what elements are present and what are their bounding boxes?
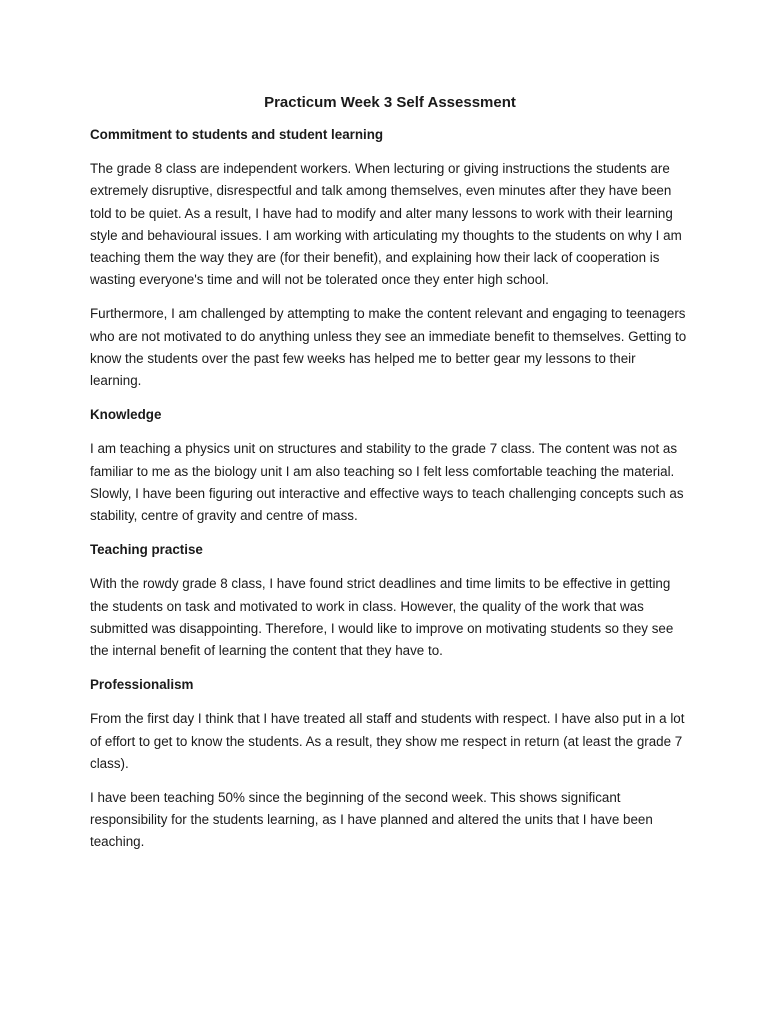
section-heading-commitment: Commitment to students and student learning <box>90 127 384 142</box>
section-heading-teaching-practise: Teaching practise <box>90 542 203 558</box>
section-heading-knowledge: Knowledge <box>90 407 162 423</box>
paragraph-professionalism-1: From the first day I think that I have treated all staff and students with respect. I have also put in a lot of effort to get to know the students. As a result, they show me respect in return (at least the grade 7 class). <box>90 711 685 771</box>
paragraph-knowledge-1: I am teaching a physics unit on structures and stability to the grade 7 class. The content was not as familiar to me as the biology unit I am also teaching so I felt less comfortable teaching the material. Slowly, I have been figuring out interactive and effective ways to teach challenging concepts such as stability, centre of gravity and centre of mass. <box>90 441 684 524</box>
paragraph-commitment-2: Furthermore, I am challenged by attempting to make the content relevant and engaging to teenagers who are not motivated to do anything unless they see an immediate benefit to themselves. Getting to know the students over the past few weeks has helped me to better gear my lessons to their learning. <box>90 306 687 389</box>
paragraph-professionalism-2: I have been teaching 50% since the beginning of the second week. This shows significant responsibility for the students learning, as I have planned and altered the units that I have been teaching. <box>90 790 653 850</box>
document-title: Practicum Week 3 Self Assessment <box>264 94 516 111</box>
paragraph-teaching-practise-1: With the rowdy grade 8 class, I have found strict deadlines and time limits to be effective in getting the students on task and motivated to work in class. However, the quality of the work that was submitted was disappointing. Therefore, I would like to improve on motivating students so they see the internal benefit of learning the content that they have to. <box>90 576 674 659</box>
section-heading-professionalism: Professionalism <box>90 677 194 693</box>
document-page <box>90 92 690 866</box>
paragraph-commitment-1: The grade 8 class are independent workers. When lecturing or giving instructions the students are extremely disruptive, disrespectful and talk among themselves, even minutes after they have been told to be quiet. As a result, I have had to modify and alter many lessons to work with their learning style and behavioural issues. I am working with articulating my thoughts to the students on why I am teaching them the way they are (for their benefit), and explaining how their lack of cooperation is wasting everyone's time and will not be tolerated once they enter high school. <box>90 161 682 288</box>
